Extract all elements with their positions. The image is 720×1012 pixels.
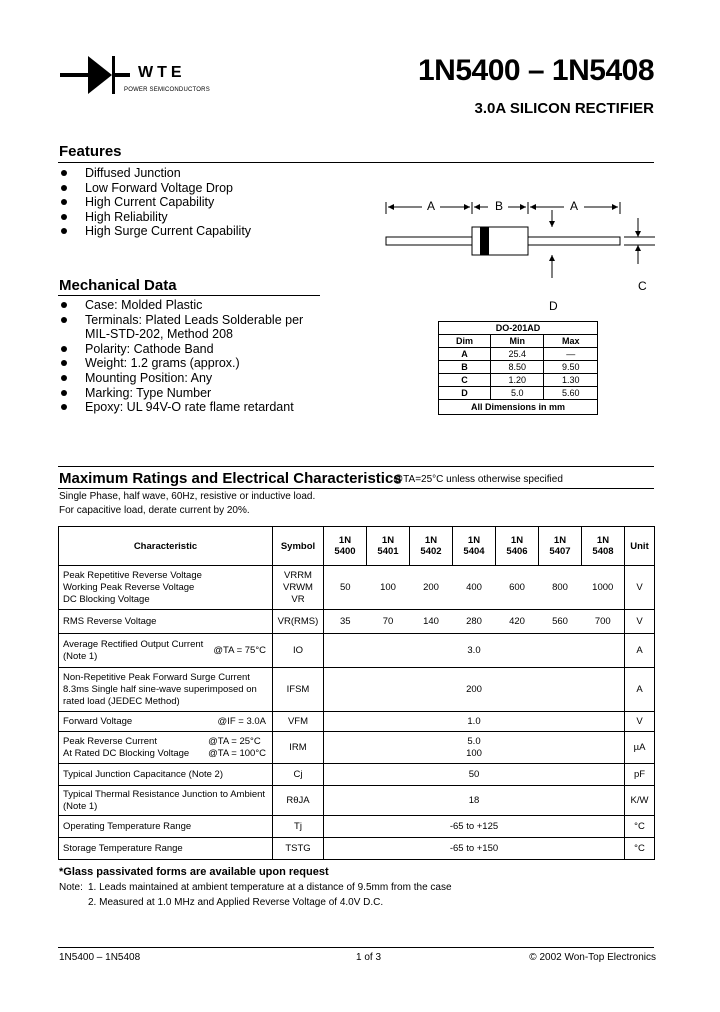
note-2: 2. Measured at 1.0 MHz and Applied Reverse Voltage of 4.0V D.C. — [88, 897, 384, 908]
value-cell: 700 — [582, 610, 625, 634]
dimension-cell: B — [439, 361, 491, 374]
note-label: Note: — [59, 882, 83, 893]
value-cell: 800 — [539, 566, 582, 610]
dimension-cell: 25.4 — [490, 348, 543, 361]
package-outline-diagram — [370, 196, 670, 316]
shared-value-cell: 3.0 — [324, 634, 625, 668]
mechanical-item: Case: Molded Plastic — [59, 298, 329, 313]
characteristic-text: Peak Repetitive Reverse Voltage Working Peak Reverse Voltage DC Blocking Voltage — [63, 569, 202, 605]
dimension-cell: — — [544, 348, 598, 361]
dimension-cell: D — [439, 387, 491, 400]
characteristic-cell — [59, 634, 273, 668]
feature-item: High Current Capability — [59, 195, 251, 210]
dimension-cell: 1.20 — [490, 374, 543, 387]
ratings-note-1: Single Phase, half wave, 60Hz, resistive or inductive load. — [59, 491, 316, 502]
dimension-label-a-left: A — [427, 199, 436, 213]
features-heading: Features — [59, 143, 122, 160]
dim-header-min: Min — [490, 335, 543, 348]
dimension-cell: 1.30 — [544, 374, 598, 387]
shared-value-cell: 1.0 — [324, 712, 625, 732]
value-cell: 400 — [453, 566, 496, 610]
logo-lead-right — [112, 73, 130, 77]
unit-cell: µA — [625, 732, 655, 764]
ratings-condition: @TA=25°C unless otherwise specified — [393, 474, 563, 485]
header-part-number: 1N 5407 — [539, 527, 582, 566]
value-cell: 35 — [324, 610, 367, 634]
mechanical-item: Polarity: Cathode Band — [59, 342, 329, 357]
characteristic-cell — [59, 816, 273, 838]
feature-item: High Surge Current Capability — [59, 224, 251, 239]
header-part-number: 1N 5404 — [453, 527, 496, 566]
dimension-cell: 9.50 — [544, 361, 598, 374]
ratings-row — [59, 732, 655, 764]
characteristic-text: Peak Reverse Current At Rated DC Blocking Voltage — [63, 735, 190, 759]
symbol-cell: IO — [273, 634, 324, 668]
symbol-cell: RθJA — [273, 786, 324, 816]
characteristic-text: Typical Junction Capacitance (Note 2) — [63, 768, 223, 780]
characteristic-text: Operating Temperature Range — [63, 820, 192, 832]
header-part-number: 1N 5402 — [410, 527, 453, 566]
unit-cell: V — [625, 566, 655, 610]
characteristic-text: Average Rectified Output Current (Note 1) — [63, 638, 204, 662]
feature-item: High Reliability — [59, 210, 251, 225]
header-part-number: 1N 5406 — [496, 527, 539, 566]
dimension-label-c: C — [638, 279, 647, 293]
mechanical-item: Mounting Position: Any — [59, 371, 329, 386]
unit-cell: A — [625, 634, 655, 668]
value-cell: 140 — [410, 610, 453, 634]
feature-item: Diffused Junction — [59, 166, 251, 181]
logo-lead-left — [60, 73, 90, 77]
test-condition: @TA = 75°C — [213, 644, 266, 656]
unit-cell: V — [625, 712, 655, 732]
ratings-rule — [58, 488, 654, 489]
ratings-row — [59, 816, 655, 838]
dimension-cell: C — [439, 374, 491, 387]
mechanical-item: Epoxy: UL 94V-O rate flame retardant — [59, 400, 329, 415]
document-title: 1N5400 – 1N5408 — [417, 54, 654, 87]
header-part-number: 1N 5401 — [367, 527, 410, 566]
mechanical-rule — [58, 295, 320, 296]
shared-value-cell: 5.0 100 — [324, 732, 625, 764]
ratings-note-2: For capacitive load, derate current by 20%. — [59, 505, 250, 516]
value-cell: 70 — [367, 610, 410, 634]
header-part-number: 1N 5408 — [582, 527, 625, 566]
dim-header-max: Max — [544, 335, 598, 348]
characteristic-text: RMS Reverse Voltage — [63, 615, 157, 627]
test-condition: @TA = 25°C @TA = 100°C — [208, 735, 266, 759]
header-symbol: Symbol — [273, 527, 324, 566]
ratings-row — [59, 712, 655, 732]
ratings-row — [59, 634, 655, 668]
unit-cell: °C — [625, 816, 655, 838]
value-cell: 280 — [453, 610, 496, 634]
footer-copyright: © 2002 Won-Top Electronics — [529, 952, 656, 963]
characteristic-cell — [59, 838, 273, 860]
shared-value-cell: -65 to +125 — [324, 816, 625, 838]
characteristic-cell — [59, 566, 273, 610]
ratings-row — [59, 610, 655, 634]
dimension-cell: 5.0 — [490, 387, 543, 400]
shared-value-cell: 200 — [324, 668, 625, 712]
ratings-heading: Maximum Ratings and Electrical Characteristics — [59, 470, 402, 487]
mechanical-list — [59, 298, 329, 415]
symbol-cell: VRRM VRWM VR — [273, 566, 324, 610]
value-cell: 600 — [496, 566, 539, 610]
shared-value-cell: -65 to +150 — [324, 838, 625, 860]
diode-symbol-icon — [88, 56, 112, 94]
mechanical-item: Terminals: Plated Leads Solderable per MIL-STD-202, Method 208 — [59, 313, 329, 342]
unit-cell: pF — [625, 764, 655, 786]
logo-brand: WTE — [138, 64, 186, 81]
dimension-label-b: B — [495, 199, 504, 213]
characteristic-cell — [59, 764, 273, 786]
symbol-cell: IFSM — [273, 668, 324, 712]
mechanical-item: Marking: Type Number — [59, 386, 329, 401]
symbol-cell: VR(RMS) — [273, 610, 324, 634]
dim-header-dim: Dim — [439, 335, 491, 348]
ratings-row — [59, 838, 655, 860]
unit-cell: V — [625, 610, 655, 634]
dimension-cell: 8.50 — [490, 361, 543, 374]
dimensions-table-footer: All Dimensions in mm — [439, 400, 598, 415]
dimension-row — [439, 374, 598, 387]
dimension-cell: A — [439, 348, 491, 361]
characteristic-cell — [59, 732, 273, 764]
ratings-row — [59, 786, 655, 816]
characteristic-text: Non-Repetitive Peak Forward Surge Current 8.3ms Single half sine-wave superimposed on rated load (JEDEC Method) — [63, 671, 257, 707]
dimension-row — [439, 361, 598, 374]
value-cell: 560 — [539, 610, 582, 634]
dimension-label-a-right: A — [570, 199, 579, 213]
symbol-cell: Cj — [273, 764, 324, 786]
characteristic-cell — [59, 712, 273, 732]
note-1: 1. Leads maintained at ambient temperature at a distance of 9.5mm from the case — [88, 882, 452, 893]
ratings-top-rule — [58, 466, 654, 467]
symbol-cell: TSTG — [273, 838, 324, 860]
value-cell: 50 — [324, 566, 367, 610]
characteristic-text: Forward Voltage — [63, 715, 133, 727]
mechanical-item: Weight: 1.2 grams (approx.) — [59, 356, 329, 371]
shared-value-cell: 18 — [324, 786, 625, 816]
characteristic-cell — [59, 668, 273, 712]
header-unit: Unit — [625, 527, 655, 566]
characteristic-cell — [59, 786, 273, 816]
document-subtitle: 3.0A SILICON RECTIFIER — [474, 100, 654, 117]
glass-note: *Glass passivated forms are available upon request — [59, 866, 329, 878]
ratings-row — [59, 668, 655, 712]
unit-cell: K/W — [625, 786, 655, 816]
value-cell: 200 — [410, 566, 453, 610]
dimensions-table-title: DO-201AD — [439, 322, 598, 335]
logo-tagline: POWER SEMICONDUCTORS — [124, 87, 210, 93]
characteristic-cell — [59, 610, 273, 634]
footer-part-range: 1N5400 – 1N5408 — [59, 952, 141, 963]
value-cell: 420 — [496, 610, 539, 634]
symbol-cell: Tj — [273, 816, 324, 838]
ratings-row — [59, 764, 655, 786]
symbol-cell: IRM — [273, 732, 324, 764]
test-condition: @IF = 3.0A — [217, 715, 266, 727]
footer-page-number: 1 of 3 — [356, 952, 382, 963]
features-rule — [58, 162, 654, 163]
feature-item: Low Forward Voltage Drop — [59, 181, 251, 196]
unit-cell: °C — [625, 838, 655, 860]
characteristic-text: Typical Thermal Resistance Junction to Ambient (Note 1) — [63, 788, 266, 812]
footer-rule — [58, 947, 654, 948]
mechanical-heading: Mechanical Data — [59, 277, 177, 294]
dimension-cell: 5.60 — [544, 387, 598, 400]
ratings-row — [59, 566, 655, 610]
unit-cell: A — [625, 668, 655, 712]
symbol-cell: VFM — [273, 712, 324, 732]
header-characteristic: Characteristic — [59, 527, 273, 566]
shared-value-cell: 50 — [324, 764, 625, 786]
ratings-table — [58, 526, 655, 860]
dimension-row — [439, 387, 598, 400]
dimension-row — [439, 348, 598, 361]
header-part-number: 1N 5400 — [324, 527, 367, 566]
features-list — [59, 166, 251, 239]
dimensions-table — [438, 321, 598, 415]
value-cell: 1000 — [582, 566, 625, 610]
dimension-label-d: D — [549, 299, 558, 313]
characteristic-text: Storage Temperature Range — [63, 842, 183, 854]
value-cell: 100 — [367, 566, 410, 610]
